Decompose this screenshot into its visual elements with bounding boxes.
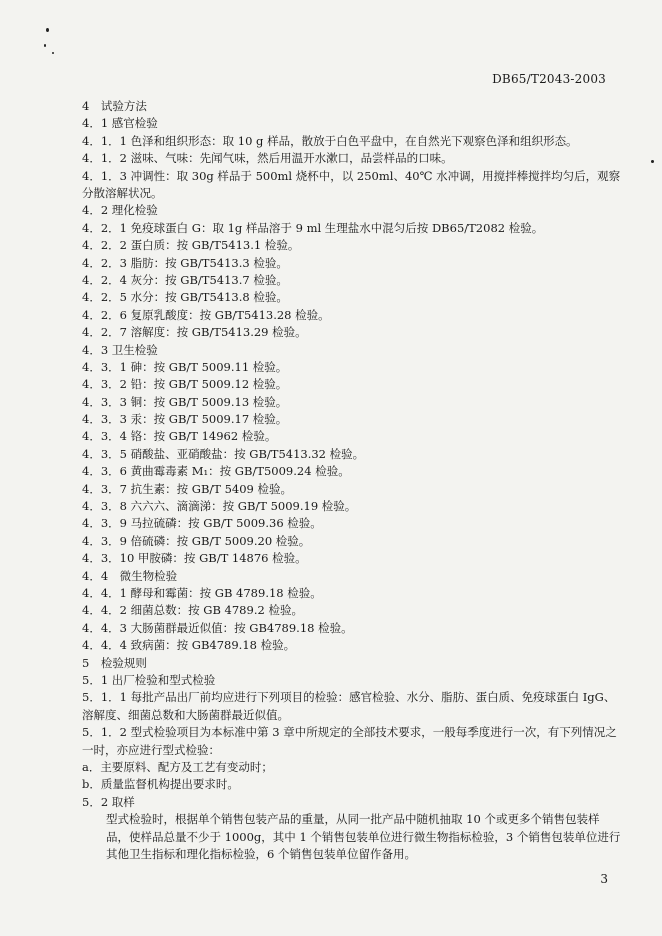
clause-text: 4．1．1 色泽和组织形态：取 10 g 样品，散放于白色平盘中，在自然光下观察色泽和组织形态。 <box>82 133 578 148</box>
clause-text: 4．4．3 大肠菌群最近似值：按 GB4789.18 检验。 <box>82 620 353 635</box>
clause-text: 4．2．6 复原乳酸度：按 GB/T5413.28 检验。 <box>82 307 330 322</box>
list-item: b．质量监督机构提出要求时。 <box>82 777 239 792</box>
subsection-heading: 4．1 感官检验 <box>82 116 158 131</box>
clause-text: 4．2．7 溶解度：按 GB/T5413.29 检验。 <box>82 325 307 340</box>
clause-text: 4．2．3 脂肪：按 GB/T5413.3 检验。 <box>82 255 288 270</box>
clause-text: 4．3．4 铬：按 GB/T 14962 检验。 <box>82 429 277 444</box>
scan-speck <box>46 28 49 32</box>
clause-text: 4．2．1 免疫球蛋白 G：取 1g 样品溶于 9 ml 生理盐水中混匀后按 DB65/T2082 检验。 <box>82 220 544 235</box>
clause-text: 4．3．3 铜：按 GB/T 5009.13 检验。 <box>82 394 288 409</box>
subsection-heading: 5．2 取样 <box>82 794 135 809</box>
clause-text: 5．1．1 每批产品出厂前均应进行下列项目的检验：感官检验、水分、脂肪、蛋白质、免疫球蛋白 IgG、溶解度、细菌总数和大肠菌群最近似值。 <box>82 690 616 722</box>
list-item: a．主要原料、配方及工艺有变动时； <box>82 759 273 774</box>
scan-speck <box>44 44 46 47</box>
clause-text: 4．2．5 水分：按 GB/T5413.8 检验。 <box>82 290 288 305</box>
scan-speck <box>52 52 54 54</box>
clause-text: 4．2．2 蛋白质：按 GB/T5413.1 检验。 <box>82 238 300 253</box>
clause-text: 4．2．4 灰分：按 GB/T5413.7 检验。 <box>82 272 288 287</box>
scan-speck <box>651 160 654 163</box>
clause-text: 4．3．7 抗生素：按 GB/T 5409 检验。 <box>82 481 293 496</box>
standard-number: DB65/T2043-2003 <box>492 72 606 86</box>
subsection-heading: 4．3 卫生检验 <box>82 342 158 357</box>
clause-text: 4．1．2 滋味、气味：先闻气味，然后用温开水漱口，品尝样品的口味。 <box>82 151 453 166</box>
section-heading: 4 试验方法 <box>82 99 147 113</box>
clause-text: 4．4．1 酵母和霉菌：按 GB 4789.18 检验。 <box>82 585 322 600</box>
clause-text: 5．1．2 型式检验项目为本标准中第 3 章中所规定的全部技术要求，一般每季度进行一次，有下列情况之一时，亦应进行型式检验： <box>82 725 617 757</box>
subsection-heading: 4．2 理化检验 <box>82 203 158 218</box>
clause-text: 4．4．2 细菌总数：按 GB 4789.2 检验。 <box>82 603 303 618</box>
subsection-heading: 5．1 出厂检验和型式检验 <box>82 672 216 687</box>
page-number: 3 <box>600 872 608 886</box>
clause-text: 4．3．9 马拉硫磷：按 GB/T 5009.36 检验。 <box>82 516 322 531</box>
subsection-heading: 4．4 微生物检验 <box>82 568 178 583</box>
clause-text: 4．3．10 甲胺磷：按 GB/T 14876 检验。 <box>82 551 307 566</box>
clause-text: 4．3．3 汞：按 GB/T 5009.17 检验。 <box>82 412 288 427</box>
clause-text: 4．3．8 六六六、滴滴涕：按 GB/T 5009.19 检验。 <box>82 499 357 514</box>
document-body <box>82 98 622 863</box>
section-heading: 5 检验规则 <box>82 655 147 670</box>
clause-text: 4．3．9 倍硫磷：按 GB/T 5009.20 检验。 <box>82 533 311 548</box>
clause-text: 4．3．2 铅：按 GB/T 5009.12 检验。 <box>82 377 288 392</box>
clause-text: 4．3．1 砷：按 GB/T 5009.11 检验。 <box>82 359 288 374</box>
clause-text: 4．3．5 硝酸盐、亚硝酸盐：按 GB/T5413.32 检验。 <box>82 446 365 461</box>
clause-text: 4．1．3 冲调性：取 30g 样品于 500ml 烧杯中，以 250ml、40℃ 水冲调，用搅拌棒搅拌均匀后，观察分散溶解状况。 <box>82 168 621 200</box>
clause-text: 4．3．6 黄曲霉毒素 M₁：按 GB/T5009.24 检验。 <box>82 464 350 479</box>
clause-text: 4．4．4 致病菌：按 GB4789.18 检验。 <box>82 638 296 653</box>
paragraph-text: 型式检验时，根据单个销售包装产品的重量，从同一批产品中随机抽取 10 个或更多个销售包装样品，使样品总量不少于 1000g，其中 1 个销售包装单位进行微生物指标检验，3 个销售包装单位进行其他卫生指标和理化指标检验，6 个销售包装单位留作备用。 <box>106 812 621 861</box>
